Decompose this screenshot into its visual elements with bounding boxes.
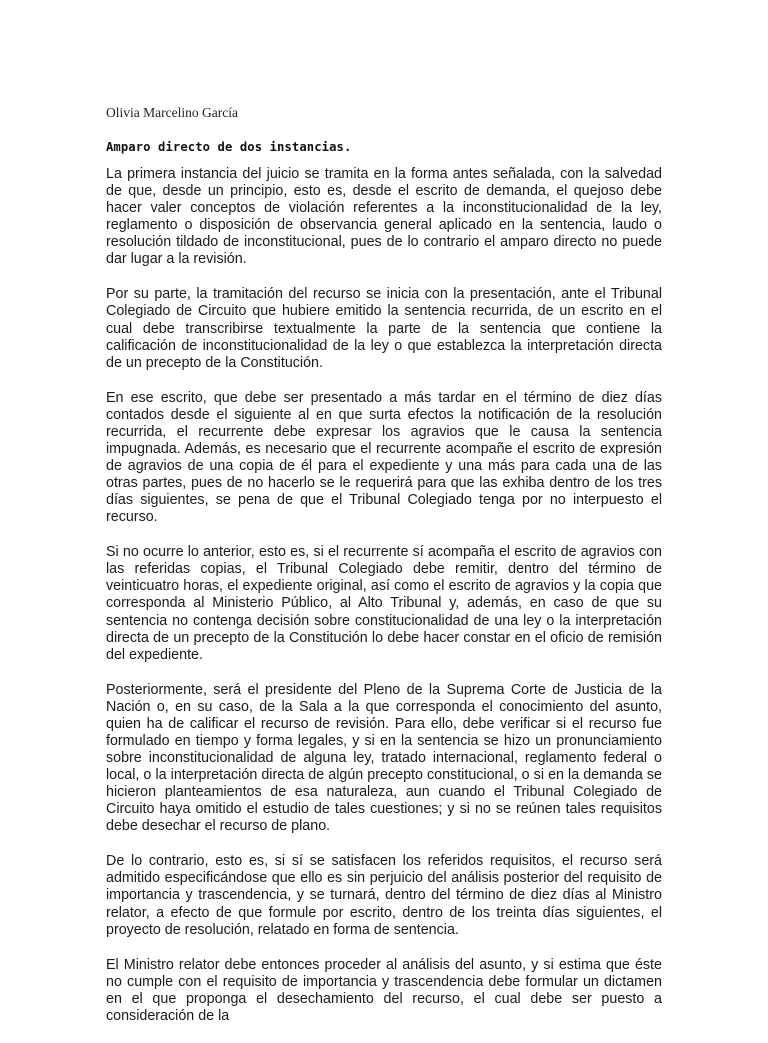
paragraph: El Ministro relator debe entonces proceder al análisis del asunto, y si estima que éste no cumple con el requisito de importancia y trascendencia debe formular un dictamen en el que proponga el desechamiento del recurso, el cual debe ser puesto a consideración de la [106, 956, 662, 1024]
paragraph: Si no ocurre lo anterior, esto es, si el recurrente sí acompaña el escrito de agravios con las referidas copias, el Tribunal Colegiado debe remitir, dentro del término de veinticuatro horas, el expediente original, así como el escrito de agravios y la copia que corresponda al Ministerio Público, al Alto Tribunal y, además, en caso de que su sentencia no contenga decisión sobre constitucionalidad de una ley o la interpretación directa de un precepto de la Constitución lo debe hacer constar en el oficio de remisión del expediente. [106, 544, 662, 663]
author-name: Olivia Marcelino García [106, 105, 238, 120]
paragraph: La primera instancia del juicio se tramita en la forma antes señalada, con la salvedad de que, desde un principio, esto es, desde el escrito de demanda, el quejoso debe hacer valer conceptos de violación referentes a la inconstitucionalidad de la ley, reglamento o disposición de observancia general aplicado en la sentencia, laudo o resolución tildado de inconstitucional, pues de lo contrario el amparo directo no puede dar lugar a la revisión. [106, 166, 662, 268]
paragraph: De lo contrario, esto es, si sí se satisfacen los referidos requisitos, el recurso será admitido especificándose que ello es sin perjuicio del análisis posterior del requisito de importancia y trascendencia, y se turnará, dentro del término de diez días al Ministro relator, a efecto de que formule por escrito, dentro de los treinta días siguientes, el proyecto de resolución, relatado en forma de sentencia. [106, 853, 662, 938]
paragraph: Posteriormente, será el presidente del Pleno de la Suprema Corte de Justicia de la Nación o, en su caso, de la Sala a la que corresponda el conocimiento del asunto, quien ha de calificar el recurso de revisión. Para ello, debe verificar si el recurso fue formulado en tiempo y forma legales, y si en la sentencia se hizo un pronunciamiento sobre inconstitucionalidad de alguna ley, tratado internacional, reglamento federal o local, o la interpretación directa de algún precepto constitucional, o si en la demanda se hicieron planteamientos de esa naturaleza, aun cuando el Tribunal Colegiado de Circuito haya omitido el estudio de tales cuestiones; y si no se reúnen tales requisitos debe desechar el recurso de plano. [106, 681, 662, 835]
paragraph: Por su parte, la tramitación del recurso se inicia con la presentación, ante el Tribunal Colegiado de Circuito que hubiere emitido la sentencia recurrida, de un escrito en el cual debe transcribirse textualmente la parte de la sentencia que contiene la calificación de inconstitucionalidad de la ley o que establezca la interpretación directa de un precepto de la Constitución. [106, 286, 662, 371]
body-text [106, 166, 662, 1043]
paragraph: En ese escrito, que debe ser presentado a más tardar en el término de diez días contados desde el siguiente al en que surta efectos la notificación de la resolución recurrida, el recurrente debe expresar los agravios que le causa la sentencia impugnada. Además, es necesario que el recurrente acompañe el escrito de expresión de agravios de una copia de él para el expediente y una más para cada una de las otras partes, pues de no hacerlo se le requerirá para que las exhiba dentro de los tres días siguientes, se pena de que el Tribunal Colegiado tenga por no interpuesto el recurso. [106, 389, 662, 526]
section-heading: Amparo directo de dos instancias. [106, 140, 352, 154]
